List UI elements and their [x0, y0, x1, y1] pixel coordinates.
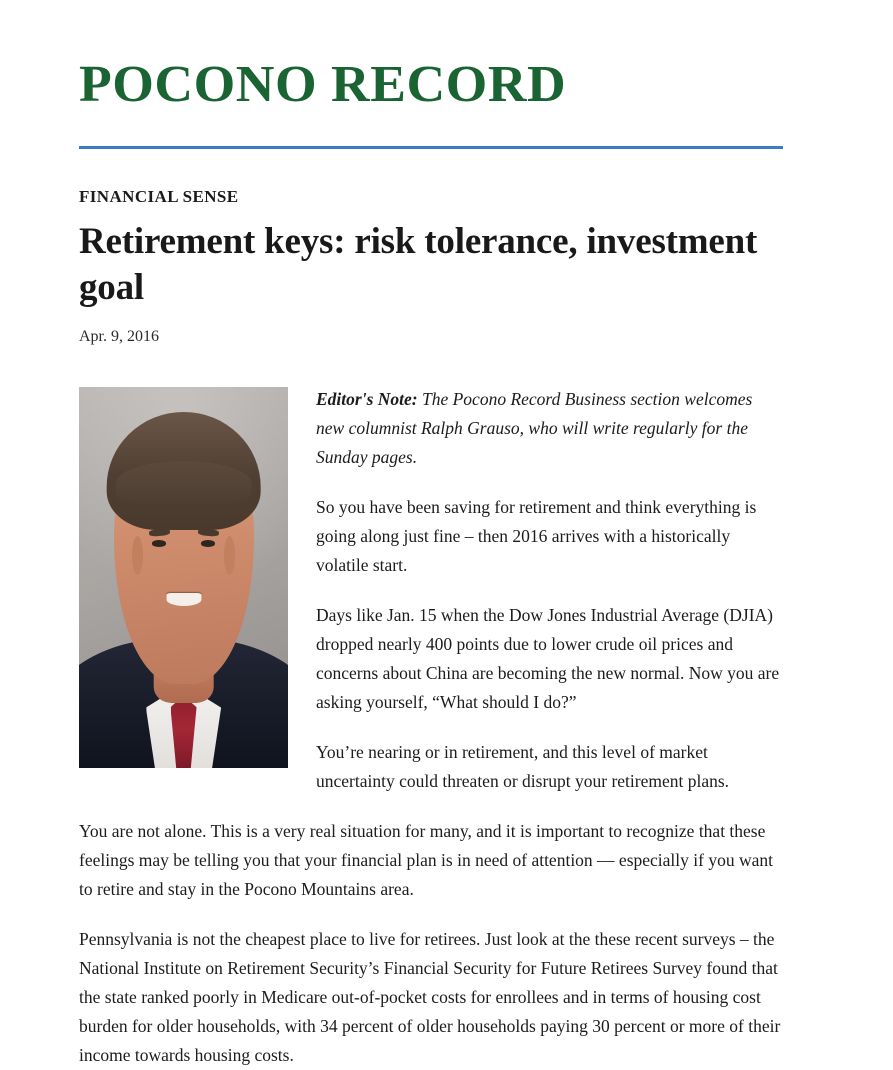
portrait-backdrop: [79, 387, 288, 768]
eye-right: [201, 540, 215, 546]
article-paragraph: Days like Jan. 15 when the Dow Jones Industrial Average (DJIA) dropped nearly 400 points due to lower crude oil prices and concerns about China are becoming the new normal. Now you are asking yourself, “What should I do?”: [316, 605, 780, 712]
horizontal-rule: [79, 146, 783, 149]
publish-date: Apr. 9, 2016: [79, 328, 159, 345]
mouth-shape: [166, 593, 201, 606]
section-kicker[interactable]: FINANCIAL SENSE: [79, 187, 239, 206]
article-paragraph: So you have been saving for retirement and think everything is going along just fine – then 2016 arrives with a historically volatile start.: [316, 497, 757, 575]
page-content: [79, 0, 783, 1070]
author-portrait-photo: [79, 387, 288, 768]
page-title: Retirement keys: risk tolerance, investment goal: [79, 221, 758, 308]
article-paragraph: You’re nearing or in retirement, and this level of market uncertainty could threaten or disrupt your retirement plans.: [316, 742, 730, 791]
editors-note-text: The Pocono Record Business section welcomes new columnist Ralph Grauso, who will write regularly for the Sunday pages.: [316, 389, 753, 467]
masthead-divider-wrap: [79, 118, 783, 149]
eye-left: [152, 540, 166, 546]
article-paragraph: You are not alone. This is a very real situation for many, and it is important to recognize that these feelings may be telling you that your financial plan is in need of attention — especially if you want to retire and stay in the Pocono Mountains area.: [79, 821, 773, 899]
site-masthead: [79, 0, 783, 118]
hair-shape: [106, 412, 261, 530]
ear-left: [132, 536, 143, 575]
pocono-record-logo[interactable]: POCONO RECORD: [79, 56, 567, 113]
article-paragraph: Pennsylvania is not the cheapest place to live for retirees. Just look at the these recent surveys – the National Institute on Retirement Security’s Financial Security for Future Retirees Survey found that the state ranked poorly in Medicare out-of-pocket costs for enrollees and in terms of housing cost burden for older households, with 34 percent of older households paying 30 percent or more of their income towards housing costs.: [79, 929, 781, 1065]
article-body: [79, 385, 783, 1070]
ear-right: [224, 536, 235, 575]
editors-note-label: Editor's Note:: [316, 389, 418, 409]
